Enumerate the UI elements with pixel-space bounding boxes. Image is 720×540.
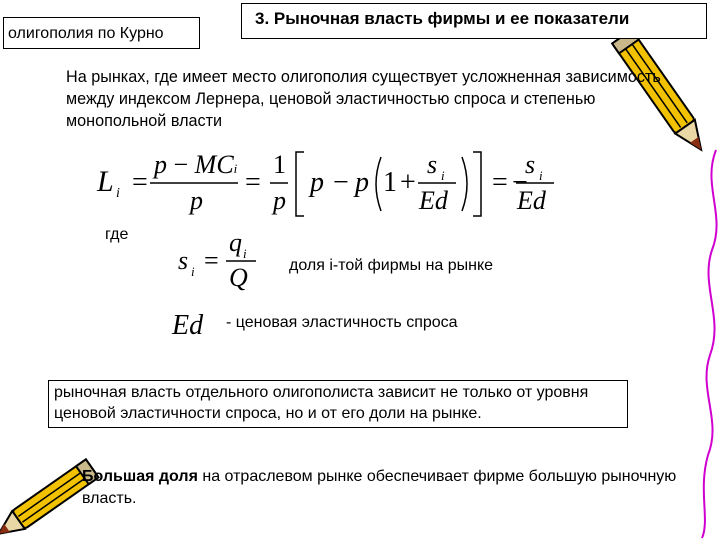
formula-minus: −	[333, 167, 349, 198]
formula-eq: =	[492, 167, 508, 198]
bottom-bold: Большая доля	[82, 468, 198, 485]
formula-L-sub: i	[116, 186, 120, 201]
formula-plus: +	[400, 167, 416, 198]
formula-s-sub: i	[441, 168, 445, 183]
formula-s: s	[178, 246, 189, 275]
formula-den-p: p	[273, 186, 286, 215]
left-paren	[370, 155, 384, 215]
formula-den1: p	[190, 186, 203, 215]
formula-s-sub: i	[191, 264, 195, 279]
right-bracket	[469, 150, 489, 220]
bottom-statement	[82, 466, 687, 510]
formula-num1: p − MCi	[154, 150, 238, 179]
conclusion-box: рыночная власть отдельного олигополиста зависит не только от уровня ценовой эластичности спроса, но и от его доли на рынке.	[48, 380, 628, 428]
left-bracket	[292, 150, 312, 220]
bottom-rest: на отраслевом рынке обеспечивает фирме большую рыночную власть.	[82, 468, 677, 507]
formula-s: s	[525, 150, 536, 179]
formula-Q: Q	[229, 263, 248, 292]
formula-one: 1	[383, 167, 397, 198]
formula-L: L	[97, 165, 114, 198]
formula-eq: =	[245, 167, 261, 198]
formula-Ed: Ed	[419, 186, 448, 215]
formula-q: q	[229, 228, 242, 257]
formula-one: 1	[273, 150, 286, 179]
formula-minus: −	[512, 167, 528, 198]
share-description: доля i-той фирмы на рынке	[289, 257, 494, 274]
formula-eq: =	[204, 246, 219, 275]
topic-label: олигополия по Курно	[3, 17, 200, 49]
formula-q-sub: i	[243, 246, 247, 261]
formula-s-sub: i	[539, 168, 543, 183]
formula-Ed-symbol: Ed	[172, 310, 204, 341]
where-label: где	[105, 226, 129, 243]
formula-s: s	[427, 150, 438, 179]
slide-title: 3. Рыночная власть фирмы и ее показатели	[241, 3, 707, 39]
formula-p: p	[310, 167, 324, 198]
formula-eq: =	[132, 167, 148, 198]
formula-p: p	[355, 167, 369, 198]
elasticity-description: - ценовая эластичность спроса	[226, 314, 458, 331]
formula-Ed: Ed	[517, 186, 546, 215]
intro-paragraph: На рынках, где имеет место олигополия существует усложненная зависимость между индексом Лернера, ценовой эластичностью спроса и степенью монопольной власти	[66, 68, 661, 130]
